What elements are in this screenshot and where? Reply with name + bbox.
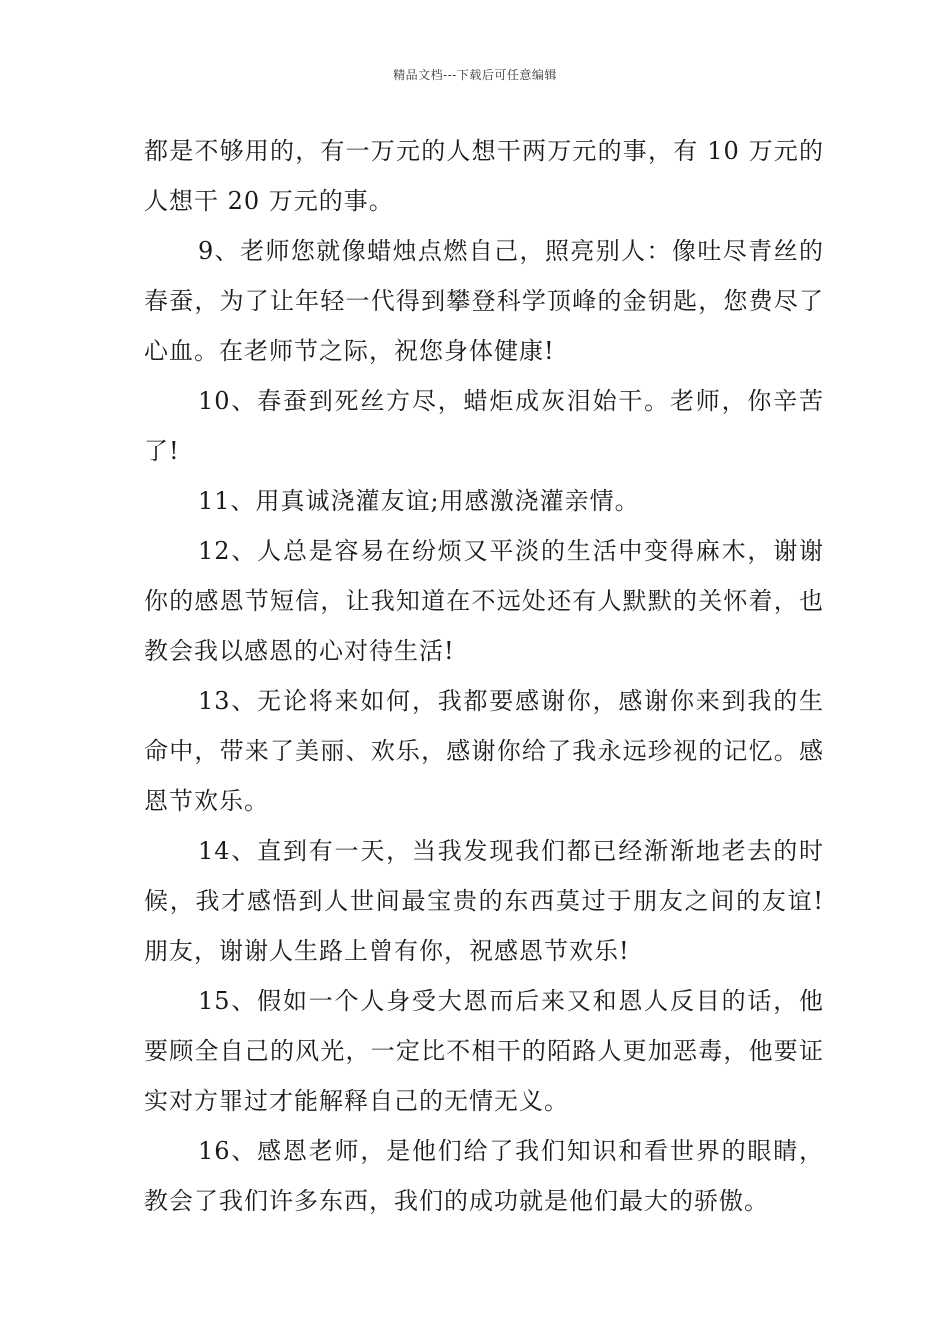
paragraph-11: 11、用真诚浇灌友谊;用感激浇灌亲情。 bbox=[198, 487, 640, 515]
paragraph-15: 15、假如一个人身受大恩而后来又和恩人反目的话，他要顾全自己的风光，一定比不相干的陌路人更加恶毒，他要证实对方罪过才能解释自己的无情无义。 bbox=[144, 987, 824, 1115]
paragraph-10: 10、春蚕到死丝方尽，蜡炬成灰泪始干。老师，你辛苦了! bbox=[144, 387, 824, 465]
paragraph-16: 16、感恩老师，是他们给了我们知识和看世界的眼睛，教会了我们许多东西，我们的成功就是他们最大的骄傲。 bbox=[144, 1137, 824, 1215]
paragraph-9: 9、老师您就像蜡烛点燃自己，照亮别人：像吐尽青丝的春蚕，为了让年轻一代得到攀登科学顶峰的金钥匙，您费尽了心血。在老师节之际，祝您身体健康! bbox=[144, 237, 824, 365]
page-header: 精品文档---下载后可任意编辑 bbox=[393, 68, 557, 82]
document-body bbox=[144, 126, 824, 1226]
paragraph-13: 13、无论将来如何，我都要感谢你，感谢你来到我的生命中，带来了美丽、欢乐，感谢你给了我永远珍视的记忆。感恩节欢乐。 bbox=[144, 687, 824, 815]
paragraph-continuation: 都是不够用的，有一万元的人想干两万元的事，有 10 万元的人想干 20 万元的事。 bbox=[144, 137, 824, 215]
paragraph-12: 12、人总是容易在纷烦又平淡的生活中变得麻木，谢谢你的感恩节短信，让我知道在不远处还有人默默的关怀着，也教会我以感恩的心对待生活! bbox=[144, 537, 824, 665]
paragraph-14: 14、直到有一天，当我发现我们都已经渐渐地老去的时候，我才感悟到人世间最宝贵的东西莫过于朋友之间的友谊!朋友，谢谢人生路上曾有你，祝感恩节欢乐! bbox=[144, 837, 824, 965]
